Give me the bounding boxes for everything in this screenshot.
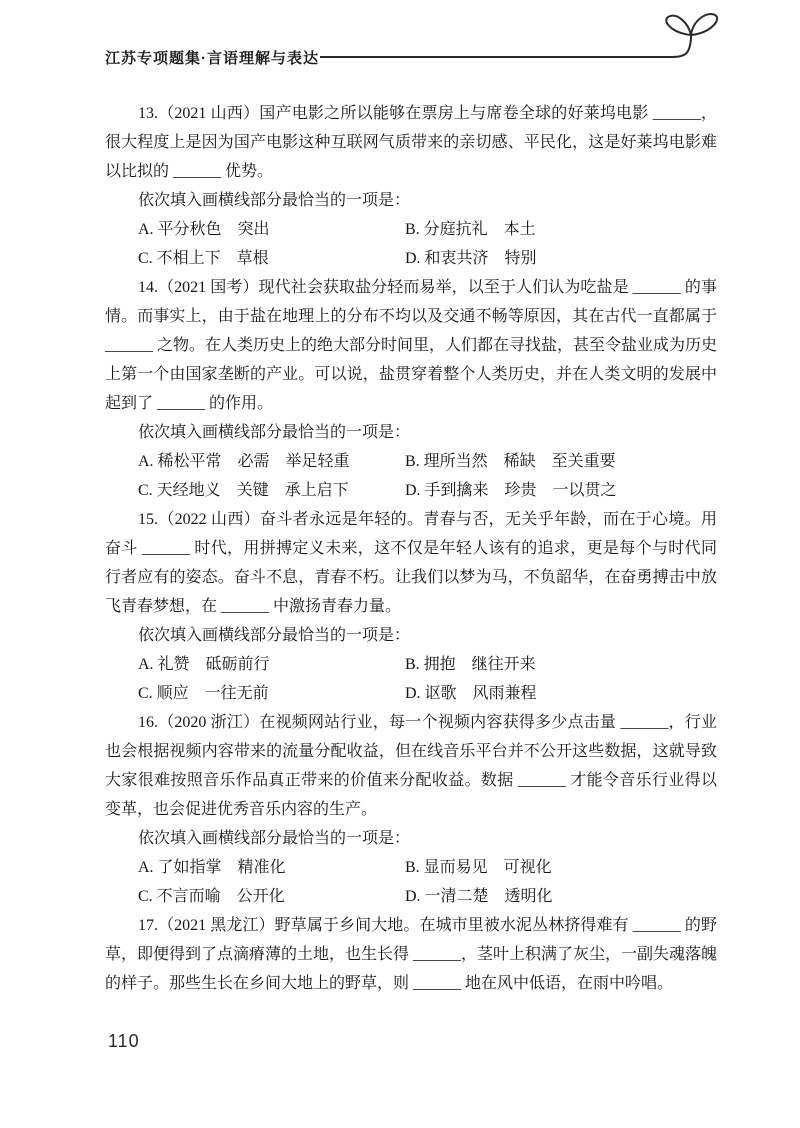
option-b: B. 显而易见 可视化 — [405, 859, 552, 876]
question-13 — [105, 99, 717, 273]
option-a: A. 平分秋色 突出 — [138, 221, 270, 238]
question-15 — [105, 505, 717, 708]
option-c: C. 不相上下 草根 — [138, 250, 269, 267]
question-stem: 16.（2020 浙江）在视频网站行业，每一个视频内容获得多少点击量 ______，行业也会根据视频内容带来的流量分配收益，但在线音乐平台并不公开这些数据，这就导致大家很难按照音乐作品真正带来的价值来分配收益。数据 ______ 才能令音乐行业得以变革，也会促进优秀音乐内容的生产。 — [105, 714, 717, 818]
question-prompt: 依次填入画横线部分最恰当的一项是： — [138, 627, 411, 644]
question-prompt: 依次填入画横线部分最恰当的一项是： — [138, 424, 411, 441]
header-rule — [320, 8, 722, 67]
option-b: B. 分庭抗礼 本土 — [405, 221, 536, 238]
question-14 — [105, 273, 717, 505]
question-17 — [105, 911, 717, 998]
question-options — [105, 215, 717, 273]
question-options — [105, 650, 717, 708]
question-stem: 15.（2022 山西）奋斗者永远是年轻的。青春与否，无关乎年龄，而在于心境。用奋斗 ______ 时代，用拼搏定义未来，这不仅是年轻人该有的追求，更是每个与时代同行者应有的姿态。奋斗不息，青春不朽。让我们以梦为马，不负韶华，在奋勇搏击中放飞青春梦想，在 ______ 中激扬青春力量。 — [105, 511, 717, 615]
option-c: C. 天经地义 关键 承上启下 — [138, 482, 349, 499]
question-stem: 14.（2021 国考）现代社会获取盐分轻而易举，以至于人们认为吃盐是 ______ 的事情。而事实上，由于盐在地理上的分布不均以及交通不畅等原因，其在古代一直都属于 ______ 之物。在人类历史上的绝大部分时间里，人们都在寻找盐，甚至令盐业成为历史上第一个由国家垄断的产业。可以说，盐贯穿着整个人类历史，并在人类文明的发展中起到了 ______ 的作用。 — [105, 279, 718, 412]
questions-area — [105, 99, 717, 998]
question-stem: 17.（2021 黑龙江）野草属于乡间大地。在城市里被水泥丛林挤得难有 ______ 的野草，即便得到了点滴瘠薄的土地，也生长得 ______，茎叶上积满了灰尘，一副失魂落魄的样子。那些生长在乡间大地上的野草，则 ______ 地在风中低语，在雨中吟唱。 — [105, 917, 718, 992]
option-d: D. 和衷共济 特别 — [405, 250, 537, 267]
question-16 — [105, 708, 717, 911]
option-a: A. 了如指掌 精准化 — [138, 859, 286, 876]
page-number: 110 — [108, 1031, 140, 1051]
header-title: 江苏专项题集·言语理解与表达 — [105, 50, 319, 67]
option-b: B. 理所当然 稀缺 至关重要 — [405, 453, 616, 470]
question-options — [105, 447, 717, 505]
option-a: A. 礼赞 砥砺前行 — [138, 656, 270, 673]
option-d: D. 一清二楚 透明化 — [405, 888, 553, 905]
option-c: C. 顺应 一往无前 — [138, 685, 269, 702]
option-b: B. 拥抱 继往开来 — [405, 656, 536, 673]
option-d: D. 手到擒来 珍贵 一以贯之 — [405, 482, 617, 499]
option-d: D. 讴歌 风雨兼程 — [405, 685, 537, 702]
question-prompt: 依次填入画横线部分最恰当的一项是： — [138, 830, 411, 847]
question-options — [105, 853, 717, 911]
option-a: A. 稀松平常 必需 举足轻重 — [138, 453, 350, 470]
question-prompt: 依次填入画横线部分最恰当的一项是： — [138, 192, 411, 209]
question-stem: 13.（2021 山西）国产电影之所以能够在票房上与席卷全球的好莱坞电影 ______，很大程度上是因为国产电影这种互联网气质带来的亲切感、平民化，这是好莱坞电影难以比拟的 ______ 优势。 — [105, 105, 717, 180]
option-c: C. 不言而喻 公开化 — [138, 888, 285, 905]
sprout-icon — [320, 8, 722, 62]
